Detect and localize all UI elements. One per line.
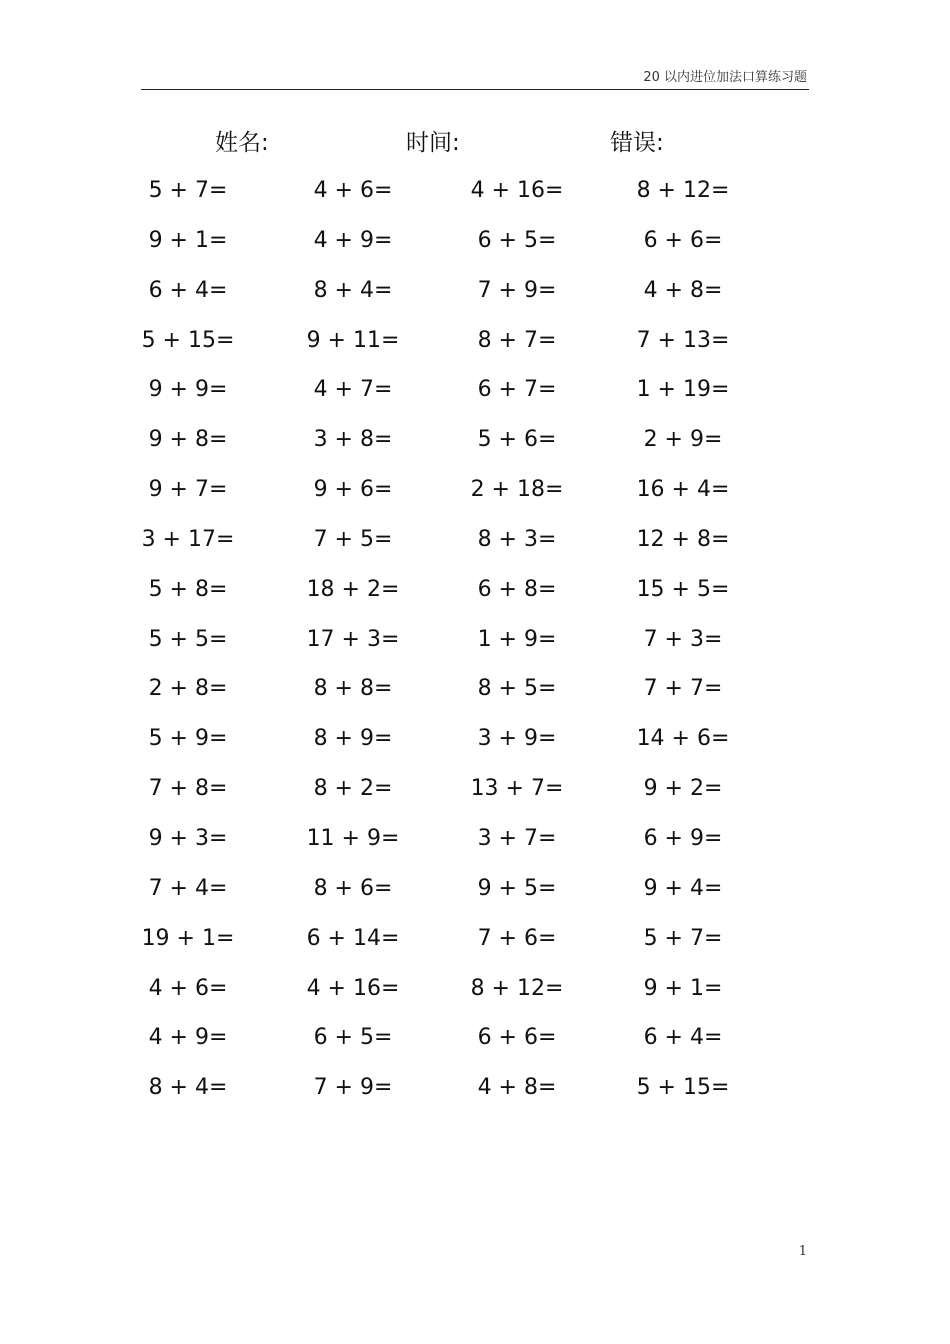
problem-cell: 8 + 12= xyxy=(470,975,564,1001)
problem-row xyxy=(0,565,950,615)
problem-cell: 4 + 8= xyxy=(477,1075,557,1101)
problem-cell: 6 + 4= xyxy=(643,1025,723,1051)
problem-row xyxy=(0,266,950,316)
student-info-row xyxy=(0,126,950,160)
problem-cell: 4 + 16= xyxy=(470,178,564,203)
problem-cell: 9 + 3= xyxy=(148,825,228,851)
problem-cell: 8 + 7= xyxy=(477,327,557,353)
problem-cell: 1 + 19= xyxy=(636,377,730,403)
problem-cell: 8 + 4= xyxy=(148,1075,228,1101)
problem-cell: 6 + 8= xyxy=(477,576,557,602)
problem-cell: 6 + 4= xyxy=(148,277,228,303)
problem-cell: 8 + 5= xyxy=(477,676,557,702)
name-label: 姓名: xyxy=(215,130,269,156)
problem-cell: 8 + 12= xyxy=(636,178,730,203)
problem-grid xyxy=(0,166,950,1113)
problem-cell: 9 + 9= xyxy=(148,377,228,403)
problem-cell: 7 + 13= xyxy=(636,327,730,353)
problem-cell: 5 + 5= xyxy=(148,626,228,652)
problem-cell: 3 + 7= xyxy=(477,825,557,851)
problem-row xyxy=(0,515,950,565)
problem-cell: 2 + 18= xyxy=(470,477,564,503)
problem-row xyxy=(0,964,950,1014)
problem-cell: 19 + 1= xyxy=(141,925,235,951)
problem-cell: 6 + 9= xyxy=(643,825,723,851)
problem-cell: 7 + 9= xyxy=(313,1075,393,1101)
problem-cell: 5 + 6= xyxy=(477,427,557,453)
problem-row xyxy=(0,1013,950,1063)
problem-cell: 4 + 16= xyxy=(306,975,400,1001)
problem-cell: 9 + 11= xyxy=(306,327,400,353)
problem-cell: 7 + 5= xyxy=(313,526,393,552)
problem-cell: 11 + 9= xyxy=(306,825,400,851)
problem-cell: 7 + 7= xyxy=(643,676,723,702)
problem-cell: 14 + 6= xyxy=(636,726,730,752)
problem-row xyxy=(0,864,950,914)
time-label: 时间: xyxy=(406,130,460,156)
problem-cell: 2 + 8= xyxy=(148,676,228,702)
problem-cell: 17 + 3= xyxy=(306,626,400,652)
problem-cell: 9 + 8= xyxy=(148,427,228,453)
problem-cell: 6 + 5= xyxy=(477,227,557,253)
problem-cell: 9 + 4= xyxy=(643,875,723,901)
header-divider xyxy=(141,89,809,90)
problem-cell: 9 + 7= xyxy=(148,477,228,503)
problem-cell: 2 + 9= xyxy=(643,427,723,453)
problem-cell: 8 + 9= xyxy=(313,726,393,752)
problem-cell: 4 + 6= xyxy=(148,975,228,1001)
problem-cell: 9 + 1= xyxy=(643,975,723,1001)
problem-row xyxy=(0,465,950,515)
problem-cell: 4 + 6= xyxy=(313,178,393,203)
problem-cell: 9 + 2= xyxy=(643,776,723,802)
problem-cell: 5 + 7= xyxy=(148,178,228,203)
problem-row xyxy=(0,1063,950,1113)
problem-row xyxy=(0,914,950,964)
problem-row xyxy=(0,664,950,714)
problem-row xyxy=(0,814,950,864)
problem-cell: 7 + 3= xyxy=(643,626,723,652)
problem-cell: 7 + 4= xyxy=(148,875,228,901)
problem-row xyxy=(0,216,950,266)
problem-cell: 7 + 6= xyxy=(477,925,557,951)
problem-cell: 13 + 7= xyxy=(470,776,564,802)
problem-cell: 4 + 7= xyxy=(313,377,393,403)
problem-cell: 6 + 7= xyxy=(477,377,557,403)
problem-cell: 8 + 2= xyxy=(313,776,393,802)
header-title: 20 以内进位加法口算练习题 xyxy=(643,70,807,85)
problem-cell: 3 + 17= xyxy=(141,526,235,552)
problem-row xyxy=(0,316,950,366)
problem-cell: 9 + 6= xyxy=(313,477,393,503)
problem-row xyxy=(0,365,950,415)
problem-cell: 5 + 8= xyxy=(148,576,228,602)
problem-cell: 5 + 15= xyxy=(141,327,235,353)
problem-cell: 6 + 6= xyxy=(643,227,723,253)
problem-row xyxy=(0,714,950,764)
problem-cell: 12 + 8= xyxy=(636,526,730,552)
problem-row xyxy=(0,415,950,465)
problem-cell: 1 + 9= xyxy=(477,626,557,652)
problem-cell: 8 + 8= xyxy=(313,676,393,702)
problem-cell: 3 + 8= xyxy=(313,427,393,453)
problem-cell: 5 + 15= xyxy=(636,1075,730,1101)
problem-cell: 3 + 9= xyxy=(477,726,557,752)
problem-cell: 18 + 2= xyxy=(306,576,400,602)
problem-cell: 7 + 9= xyxy=(477,277,557,303)
problem-cell: 5 + 7= xyxy=(643,925,723,951)
problem-cell: 6 + 5= xyxy=(313,1025,393,1051)
problem-cell: 9 + 5= xyxy=(477,875,557,901)
errors-label: 错误: xyxy=(610,130,664,156)
problem-cell: 4 + 8= xyxy=(643,277,723,303)
problem-row xyxy=(0,764,950,814)
problem-cell: 15 + 5= xyxy=(636,576,730,602)
problem-cell: 5 + 9= xyxy=(148,726,228,752)
problem-cell: 6 + 6= xyxy=(477,1025,557,1051)
problem-cell: 4 + 9= xyxy=(148,1025,228,1051)
problem-cell: 8 + 4= xyxy=(313,277,393,303)
page-number: 1 xyxy=(798,1244,807,1259)
problem-cell: 8 + 3= xyxy=(477,526,557,552)
problem-cell: 9 + 1= xyxy=(148,227,228,253)
problem-cell: 4 + 9= xyxy=(313,227,393,253)
problem-cell: 16 + 4= xyxy=(636,477,730,503)
problem-row xyxy=(0,166,950,216)
problem-row xyxy=(0,615,950,665)
problem-cell: 6 + 14= xyxy=(306,925,400,951)
problem-cell: 8 + 6= xyxy=(313,875,393,901)
problem-cell: 7 + 8= xyxy=(148,776,228,802)
